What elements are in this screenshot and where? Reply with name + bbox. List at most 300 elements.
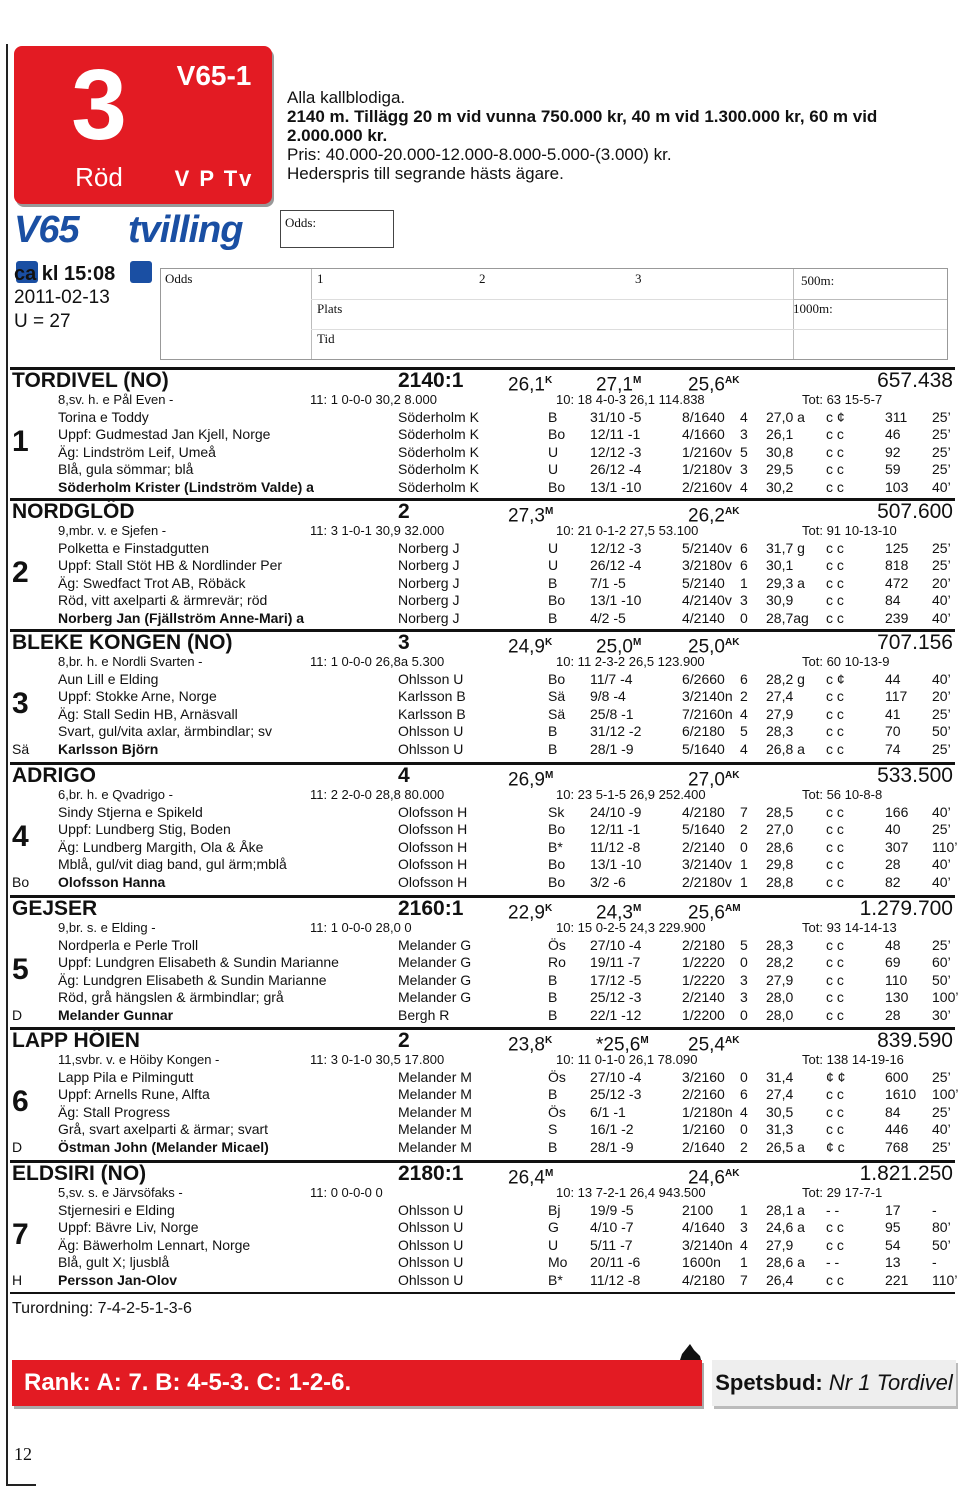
start-cell: 60’ xyxy=(932,954,951,971)
start-cell: Melander G xyxy=(398,971,472,988)
start-cell: 80’ xyxy=(932,1219,951,1236)
start-cell: Röd, grå hängslen & ärmbindlar; grå xyxy=(58,989,284,1006)
start-cell: S xyxy=(548,1121,558,1138)
record-type: M xyxy=(640,1035,649,1046)
record-value: 24,9 xyxy=(508,636,545,658)
horse-earnings: 533.500 xyxy=(877,764,953,787)
start-cell: Äg: Lindström Leif, Umeå xyxy=(58,443,216,460)
horse-info: Tot: 63 15-5-7 xyxy=(802,392,883,407)
start-row xyxy=(10,557,955,574)
start-cell: 28 xyxy=(885,1006,901,1023)
start-cell: Söderholm K xyxy=(398,443,479,460)
record-value: 27,1 xyxy=(596,374,633,396)
horse-distance: 3 xyxy=(398,631,410,654)
start-cell: 1/2220 xyxy=(682,954,725,971)
start-cell: Äg: Lundgren Elisabeth & Sundin Marianne xyxy=(58,971,327,988)
horse-earnings: 507.600 xyxy=(877,500,953,523)
start-cell: 28,0 xyxy=(766,1006,794,1023)
start-cell: 20’ xyxy=(932,688,951,705)
record-value: 25,0 xyxy=(688,636,725,658)
start-cell: c c xyxy=(826,705,844,722)
horse-record xyxy=(508,500,553,528)
start-cell: - - xyxy=(826,1202,840,1218)
start-cell: 110 xyxy=(885,971,908,988)
start-row xyxy=(10,954,955,971)
start-cell: 26/12 -4 xyxy=(590,461,642,478)
start-cell: 25’ xyxy=(932,1138,951,1155)
start-cell: 82 xyxy=(885,873,901,890)
start-cell: 4/2180 xyxy=(682,804,725,820)
start-cell: c c xyxy=(826,1271,844,1288)
start-cell: 7 xyxy=(740,804,748,820)
start-cell: 25/8 -1 xyxy=(590,705,634,722)
start-cell: 4 xyxy=(740,1236,748,1253)
start-cell: 125 xyxy=(885,540,909,556)
horse-info: Tot: 60 10-13-9 xyxy=(802,654,890,669)
start-row xyxy=(10,1237,955,1254)
horse-shoe-code: Sä xyxy=(12,740,30,757)
horse-info: 11: 3 0-1-0 30,5 17.800 xyxy=(310,1052,445,1067)
start-cell: B xyxy=(548,971,558,988)
start-cell: 5 xyxy=(740,723,748,740)
record-type: M xyxy=(632,637,642,648)
start-row xyxy=(10,821,955,838)
start-cell: 26,5 a xyxy=(766,1138,805,1155)
start-cell: 24/10 -9 xyxy=(590,804,642,820)
start-cell: 4/2140v xyxy=(682,592,732,609)
horse-name: ADRIGO xyxy=(12,764,96,787)
start-cell: 84 xyxy=(885,1103,901,1120)
horse-earnings: 657.438 xyxy=(877,369,953,392)
start-cell: 239 xyxy=(885,609,909,626)
start-cell: Söderholm Krister (Lindström Valde) a xyxy=(58,478,314,495)
start-cell: 25/12 -3 xyxy=(590,989,642,1006)
start-row xyxy=(10,937,955,954)
start-row xyxy=(10,426,955,443)
start-cell: 0 xyxy=(740,609,748,626)
record-value: *25,6 xyxy=(596,1034,641,1056)
start-cell: 1/2180n xyxy=(682,1103,733,1120)
start-cell: 110’ xyxy=(932,838,958,855)
game-type: V65-1 xyxy=(176,60,252,91)
start-cell: B* xyxy=(548,838,563,855)
start-cell: 25’ xyxy=(932,443,951,460)
odds-grid xyxy=(160,268,948,360)
start-cell: Sindy Stjerna e Spikeld xyxy=(58,804,203,820)
start-cell: 25’ xyxy=(932,1069,951,1085)
spetsbud-label: Spetsbud: xyxy=(715,1370,823,1395)
start-cell: 27,4 xyxy=(766,688,794,705)
grid-col-1: 1 xyxy=(317,271,324,286)
start-row xyxy=(10,575,955,592)
record-type: AK xyxy=(724,375,740,386)
start-cell: 6 xyxy=(740,671,748,687)
start-cell: B xyxy=(548,574,558,591)
start-cell: 31,7 g xyxy=(766,540,805,556)
horse-info: 11: 2 2-0-0 28,8 80.000 xyxy=(310,787,445,802)
start-cell: 25’ xyxy=(932,705,951,722)
start-cell: 3 xyxy=(740,971,748,988)
start-cell: 2/2160 xyxy=(682,1086,725,1103)
record-value: 26,1 xyxy=(508,374,545,396)
start-cell: Äg: Stall Sedin HB, Arnäsvall xyxy=(58,705,238,722)
start-cell: 1/2160 xyxy=(682,1121,725,1138)
horse-entry xyxy=(10,631,955,759)
grid-divider xyxy=(311,329,947,330)
grid-plats: Plats xyxy=(317,301,343,316)
horse-info: 11: 1 0-0-0 28,0 0 xyxy=(310,920,412,935)
start-cell: Melander M xyxy=(398,1103,472,1120)
start-row xyxy=(10,972,955,989)
start-cell: 4/2 -5 xyxy=(590,609,626,626)
start-cell: Bo xyxy=(548,873,566,890)
left-margin-line xyxy=(6,44,8,1484)
record-value: 26,4 xyxy=(508,1167,545,1189)
grid-divider xyxy=(311,299,793,300)
start-cell: 5/2140v xyxy=(682,540,732,556)
start-cell: 54 xyxy=(885,1236,901,1253)
start-cell: 30,8 xyxy=(766,443,794,460)
start-cell: Ohlsson U xyxy=(398,671,464,687)
horse-info: 10: 21 0-1-2 27,5 53.100 xyxy=(556,523,699,538)
start-cell: 1/2180v xyxy=(682,461,732,478)
start-cell: 26,4 xyxy=(766,1271,794,1288)
start-cell: ¢ ¢ xyxy=(826,1069,846,1085)
start-cell: 25’ xyxy=(932,937,951,953)
start-cell: 100’ xyxy=(932,989,959,1006)
start-cell: 3/2140n xyxy=(682,1236,733,1253)
record-value: 26,2 xyxy=(688,505,725,527)
start-cell: Blå, gula sömmar; blå xyxy=(58,461,194,478)
desc-line: Hederspris till segrande hästs ägare. xyxy=(287,164,564,183)
start-cell: c c xyxy=(826,1121,844,1138)
start-cell: c c xyxy=(826,478,844,495)
start-cell: B xyxy=(548,740,558,757)
start-cell: Mblå, gul/vit diag band, gul ärm;mblå xyxy=(58,856,287,873)
start-cell: 28,0 xyxy=(766,989,794,1006)
tvilling-logo-text: tvilling xyxy=(128,209,243,251)
record-type: M xyxy=(544,506,554,517)
start-cell: Olofsson H xyxy=(398,856,468,873)
start-cell: Bo xyxy=(548,592,566,609)
horse-info: 11,svbr. v. e Höiby Kongen - xyxy=(58,1052,220,1067)
start-row xyxy=(10,1219,955,1236)
u-value: U = 27 xyxy=(14,311,71,332)
record-value: 23,8 xyxy=(508,1034,545,1056)
start-cell: c c xyxy=(826,873,844,890)
start-cell: 19/9 -5 xyxy=(590,1202,634,1218)
horse-name: GEJSER xyxy=(12,897,98,920)
start-cell: 3/2180v xyxy=(682,557,732,574)
start-cell: 50’ xyxy=(932,971,951,988)
start-cell: c c xyxy=(826,443,844,460)
start-cell: Sä xyxy=(548,705,566,722)
start-cell: 2/2140 xyxy=(682,838,725,855)
odds-box: Odds: xyxy=(280,210,394,248)
horse-earnings: 839.590 xyxy=(877,1029,953,1052)
start-cell: 0 xyxy=(740,838,748,855)
start-cell: Söderholm K xyxy=(398,409,479,425)
race-date: 2011-02-13 xyxy=(14,287,110,308)
start-cell: Söderholm K xyxy=(398,426,479,443)
start-cell: Melander M xyxy=(398,1069,472,1085)
start-cell: 4 xyxy=(740,705,748,722)
start-cell: 50’ xyxy=(932,1236,951,1253)
start-cell: c ¢ xyxy=(826,671,845,687)
start-cell: 4/1660 xyxy=(682,426,725,443)
horse-earnings: 707.156 xyxy=(877,631,953,654)
start-cell: Äg: Lundberg Margith, Ola & Åke xyxy=(58,838,264,855)
start-cell: 27,9 xyxy=(766,971,794,988)
start-cell: Norberg J xyxy=(398,592,460,609)
start-cell: c c xyxy=(826,856,844,873)
record-type: AK xyxy=(724,770,740,781)
start-cell: 2 xyxy=(740,688,748,705)
start-cell: 25’ xyxy=(932,740,951,757)
record-value: 27,0 xyxy=(688,769,725,791)
start-cell: 25’ xyxy=(932,409,951,425)
start-cell: 2/2180v xyxy=(682,873,732,890)
start-cell: Ro xyxy=(548,954,566,971)
start-cell: 16/1 -2 xyxy=(590,1121,634,1138)
record-type: AK xyxy=(724,1035,740,1046)
start-cell: 0 xyxy=(740,1121,748,1138)
start-cell: 28/1 -9 xyxy=(590,1138,634,1155)
start-row xyxy=(10,1202,955,1219)
start-cell: Blå, gult X; ljusblå xyxy=(58,1254,170,1271)
start-cell: Bo xyxy=(548,821,566,838)
start-cell: 40’ xyxy=(932,592,951,609)
start-cell: 12/12 -3 xyxy=(590,443,642,460)
horse-entry xyxy=(10,369,955,497)
start-cell: 2/2140 xyxy=(682,989,725,1006)
start-cell: 2/2180 xyxy=(682,937,725,953)
start-cell: 25’ xyxy=(932,426,951,443)
horse-earnings: 1.821.250 xyxy=(859,1162,953,1185)
horse-info: 11: 1 0-0-0 26,8a 5.300 xyxy=(310,654,445,669)
start-cell: Uppf: Arnells Rune, Alfta xyxy=(58,1086,210,1103)
start-cell: 600 xyxy=(885,1069,909,1085)
record-type: M xyxy=(544,1168,554,1179)
page-number: 12 xyxy=(14,1444,32,1464)
start-cell: 28,7ag xyxy=(766,609,809,626)
horse-record xyxy=(508,369,552,397)
start-cell: 3 xyxy=(740,592,748,609)
start-cell: 40’ xyxy=(932,478,951,495)
start-cell: Karlsson B xyxy=(398,688,466,705)
grid-col-2: 2 xyxy=(479,271,486,286)
start-cell: 25’ xyxy=(932,540,951,556)
start-cell: 40’ xyxy=(932,804,951,820)
record-type: M xyxy=(632,375,642,386)
page-corner-line xyxy=(6,1484,36,1486)
start-cell: Persson Jan-Olov xyxy=(58,1271,178,1288)
start-cell: B xyxy=(548,1006,558,1023)
start-cell: U xyxy=(548,461,559,478)
start-row xyxy=(10,1254,955,1271)
horse-info: 10: 11 0-1-0 26,1 78.090 xyxy=(556,1052,698,1067)
start-cell: 12/12 -3 xyxy=(590,540,642,556)
horse-info: Tot: 56 10-8-8 xyxy=(802,787,883,802)
start-cell: Stjernesiri e Elding xyxy=(58,1202,175,1218)
start-cell: c c xyxy=(826,426,844,443)
horse-separator xyxy=(10,1292,955,1294)
start-cell: Melander G xyxy=(398,989,472,1006)
start-cell: 13/1 -10 xyxy=(590,856,642,873)
start-cell: 2100 xyxy=(682,1202,714,1218)
horse-number: 3 xyxy=(12,687,29,720)
horse-info: Tot: 29 17-7-1 xyxy=(802,1185,883,1200)
start-cell: 6 xyxy=(740,1086,748,1103)
start-cell: Uppf: Lundgren Elisabeth & Sundin Marianne xyxy=(58,954,339,971)
horse-number: 6 xyxy=(12,1085,29,1118)
start-row xyxy=(10,461,955,478)
start-cell: 27,0 a xyxy=(766,409,805,425)
start-cell: 22/1 -12 xyxy=(590,1006,642,1023)
start-cell: Uppf: Lundberg Stig, Boden xyxy=(58,821,231,838)
horse-earnings: 1.279.700 xyxy=(859,897,953,920)
start-cell: Uppf: Bävre Liv, Norge xyxy=(58,1219,199,1236)
start-cell: 29,3 a xyxy=(766,574,805,591)
start-cell: 11/12 -8 xyxy=(590,1271,641,1288)
horse-info: 5,sv. s. e Järvsöfaks - xyxy=(58,1185,183,1200)
start-cell: 40 xyxy=(885,821,901,838)
start-cell: Ös xyxy=(548,937,566,953)
start-cell: Söderholm K xyxy=(398,461,479,478)
start-cell: 28,8 xyxy=(766,873,794,890)
horse-name: LAPP HÖIEN xyxy=(12,1029,140,1052)
start-cell: - xyxy=(932,1254,937,1271)
start-cell: 25’ xyxy=(932,557,951,574)
horse-info: 11: 0 0-0-0 0 xyxy=(310,1185,383,1200)
start-cell: Ös xyxy=(548,1103,566,1120)
start-cell: 70 xyxy=(885,723,901,740)
start-cell: 12/11 -1 xyxy=(590,426,641,443)
start-cell: 30,2 xyxy=(766,478,794,495)
horse-entry xyxy=(10,1162,958,1290)
start-cell: 3/2160 xyxy=(682,1069,725,1085)
record-value: 22,9 xyxy=(508,902,545,924)
start-row xyxy=(10,741,955,758)
start-cell: 20/11 -6 xyxy=(590,1254,641,1271)
start-cell: 26,8 a xyxy=(766,740,805,757)
start-cell: 5/1640 xyxy=(682,740,725,757)
rank-bar: Rank: A: 7. B: 4-5-3. C: 1-2-6. xyxy=(12,1360,702,1406)
horse-name: TORDIVEL (NO) xyxy=(12,369,169,392)
start-cell: 1 xyxy=(740,1254,748,1271)
horse-shoe-code: D xyxy=(12,1006,23,1023)
start-cell: c c xyxy=(826,971,844,988)
record-type: AK xyxy=(724,506,740,517)
start-cell: 26,1 xyxy=(766,426,794,443)
start-cell: 25’ xyxy=(932,1103,951,1120)
horse-shoe-code: D xyxy=(12,1138,23,1155)
start-cell: Olofsson H xyxy=(398,838,468,855)
start-cell: Äg: Stall Progress xyxy=(58,1103,171,1120)
start-cell: Bo xyxy=(548,426,566,443)
start-cell: 25’ xyxy=(932,821,951,838)
start-cell: G xyxy=(548,1219,559,1236)
start-cell: 31,3 xyxy=(766,1121,794,1138)
start-cell: 48 xyxy=(885,937,901,953)
start-cell: c c xyxy=(826,954,844,971)
grid-divider xyxy=(793,299,947,300)
start-cell: 41 xyxy=(885,705,901,722)
start-cell: 20’ xyxy=(932,574,951,591)
start-cell: 40’ xyxy=(932,609,951,626)
start-cell: - - xyxy=(826,1254,840,1271)
start-cell: 28/1 -9 xyxy=(590,740,634,757)
horse-number: 2 xyxy=(12,556,29,589)
horse-info: 8,br. h. e Nordli Svarten - xyxy=(58,654,203,669)
start-cell: Lapp Pila e Pilmingutt xyxy=(58,1069,194,1085)
start-cell: 40’ xyxy=(932,671,951,687)
start-cell: Ohlsson U xyxy=(398,1219,464,1236)
start-cell: 28,2 g xyxy=(766,671,805,687)
start-cell: 100’ xyxy=(932,1086,959,1103)
start-cell: 13 xyxy=(885,1254,901,1271)
start-cell: 27,9 xyxy=(766,705,794,722)
start-cell: 27,9 xyxy=(766,1236,794,1253)
record-value: 25,0 xyxy=(596,636,633,658)
horse-info: 9,br. s. e Elding - xyxy=(58,920,156,935)
start-cell: Äg: Bäwerholm Lennart, Norge xyxy=(58,1236,251,1253)
start-cell: 103 xyxy=(885,478,909,495)
start-cell: 95 xyxy=(885,1219,901,1236)
race-description xyxy=(287,88,952,183)
start-cell: Bo xyxy=(548,856,566,873)
start-cell: c c xyxy=(826,937,844,953)
start-cell: 30,9 xyxy=(766,592,794,609)
start-cell: Svart, gul/vita axlar, ärmbindlar; sv xyxy=(58,723,272,740)
start-cell: 3 xyxy=(740,989,748,1006)
start-cell: 4 xyxy=(740,409,748,425)
start-cell: 2 xyxy=(740,821,748,838)
start-cell: 221 xyxy=(885,1271,909,1288)
start-cell: B xyxy=(548,1086,558,1103)
start-cell: 1600n xyxy=(682,1254,721,1271)
horse-number: 7 xyxy=(12,1218,29,1251)
start-cell: Olofsson H xyxy=(398,804,468,820)
start-cell: c c xyxy=(826,740,844,757)
horse-distance: 4 xyxy=(398,764,410,787)
start-cell: 1610 xyxy=(885,1086,917,1103)
record-value: 25,4 xyxy=(688,1034,725,1056)
start-cell: c c xyxy=(826,609,844,626)
start-cell: Olofsson H xyxy=(398,821,468,838)
start-cell: Aun Lill e Elding xyxy=(58,671,159,687)
spetsbud-box xyxy=(712,1360,956,1406)
start-cell: 3 xyxy=(740,1219,748,1236)
start-cell: Olofsson H xyxy=(398,873,468,890)
desc-line: 2.000.000 kr. xyxy=(287,126,388,145)
start-cell: c c xyxy=(826,1006,844,1023)
start-cell: 4 xyxy=(740,740,748,757)
start-cell: c ¢ xyxy=(826,409,845,425)
start-cell: 13/1 -10 xyxy=(590,592,642,609)
horse-info: 11: 1 0-0-0 30,2 8.000 xyxy=(310,392,437,407)
record-value: 26,9 xyxy=(508,769,545,791)
turordning: Turordning: 7-4-2-5-1-3-6 xyxy=(12,1300,192,1317)
desc-line-text: 2140 m. Tillägg 20 m vid vunna 750.000 kr, 40 m vid 1.300.000 kr, 60 m vid xyxy=(287,107,878,126)
start-row xyxy=(10,479,955,496)
start-row xyxy=(10,1069,955,1086)
start-cell: 1/2160v xyxy=(682,443,732,460)
start-cell: Norberg J xyxy=(398,540,460,556)
start-cell: 17 xyxy=(885,1202,901,1218)
start-cell: 84 xyxy=(885,592,901,609)
start-cell: 5 xyxy=(740,443,748,460)
